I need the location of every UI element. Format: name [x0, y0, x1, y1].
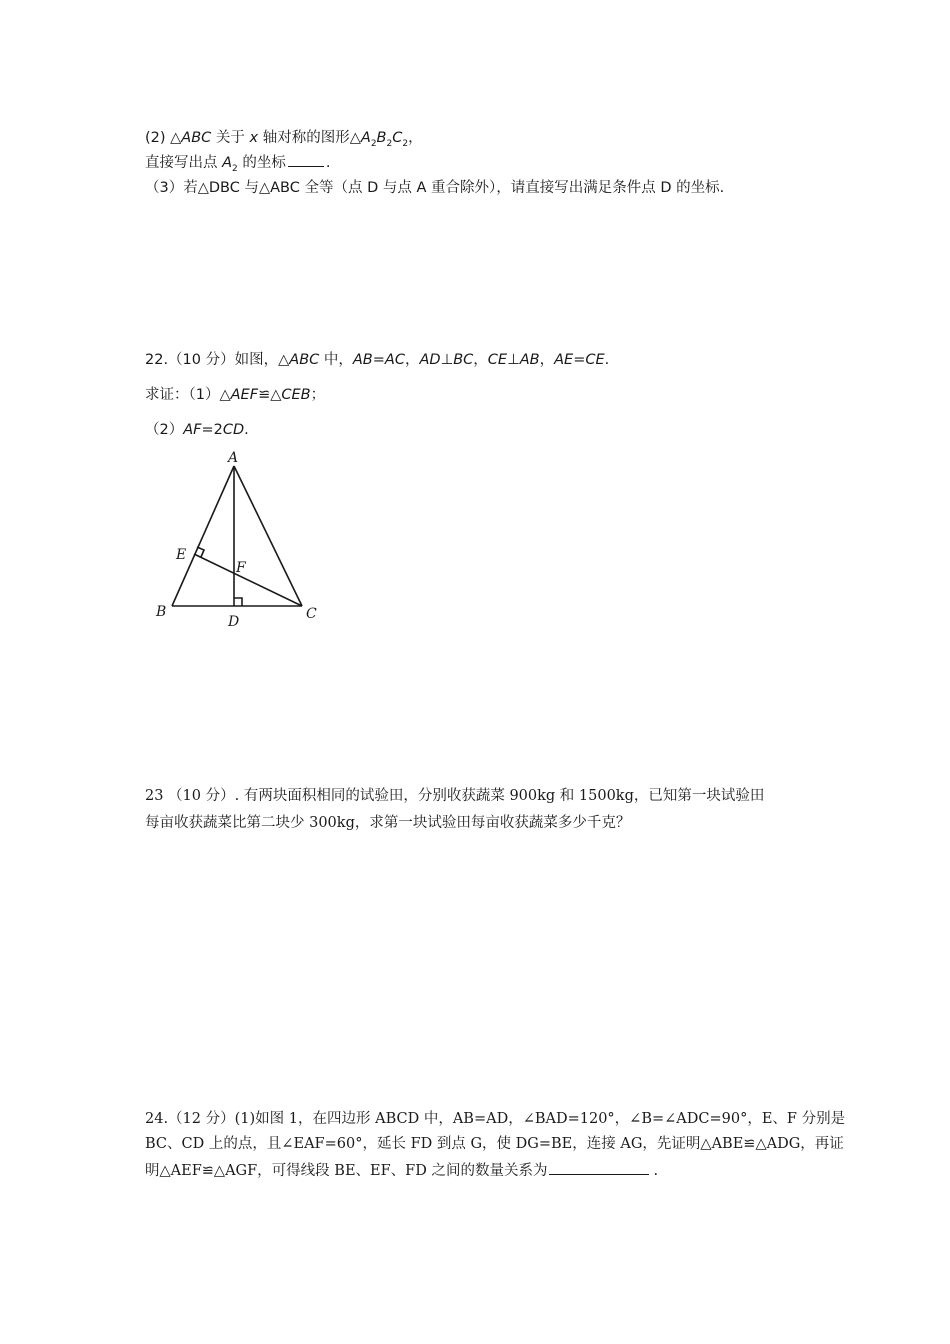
q22-head-perp1: ⊥	[440, 352, 454, 368]
q24-line3-end: .	[653, 1163, 659, 1179]
label-f: F	[236, 560, 246, 576]
q21-p2-B: B	[376, 130, 387, 146]
q21-part2-line	[145, 128, 423, 154]
q21-p2-A-sub: 2	[370, 138, 377, 149]
segment-ab	[172, 466, 234, 606]
q21-p2-end: ，	[408, 130, 423, 146]
label-d: D	[228, 614, 240, 630]
q22-head-ac: AC	[384, 352, 405, 368]
q22-head-ce2: CE	[585, 352, 605, 368]
q21-p2b-pre: 直接写出点	[145, 155, 223, 171]
q22-prove-cong: ≌△	[258, 387, 282, 403]
q22-prove-line	[145, 385, 325, 405]
q23-line2-text: 每亩收获蔬菜比第二块少 300kg，求第一块试验田每亩收获蔬菜多少千克？	[145, 815, 631, 831]
q23-line2	[145, 813, 630, 833]
q24-line2	[145, 1134, 844, 1154]
q22-head-ab2: AB	[519, 352, 540, 368]
q21-p2b-end: .	[325, 155, 331, 171]
q21-p2-C-sub: 2	[402, 138, 409, 149]
q23-line1	[145, 786, 764, 806]
q22-head-num: 22.（10 分）如图，△	[145, 352, 290, 368]
q22-head-eq2: =	[573, 352, 586, 368]
q21-p2-x: x	[249, 130, 259, 146]
q22-p2-eq: =2	[201, 422, 223, 438]
q22-part2-line	[145, 420, 249, 440]
q22-p2-cd: CD	[222, 422, 245, 438]
q23-line1-text: 23 （10 分）. 有两块面积相同的试验田，分别收获蔬菜 900kg 和 1500kg，已知第一块试验田	[145, 788, 765, 804]
q24-line3	[145, 1160, 658, 1181]
q22-head-ab: AB	[352, 352, 373, 368]
q22-head-eq1: =	[372, 352, 385, 368]
q22-p2-pre: （2）	[145, 422, 184, 438]
q24-line2-text: BC、CD 上的点，且∠EAF=60°，延长 FD 到点 G，使 DG=BE，连接 AG，先证明△ABE≌△ADG，再证	[145, 1136, 844, 1152]
q21-p2-C: C	[392, 130, 403, 146]
label-b: B	[156, 604, 167, 620]
q22-prove-end: ；	[310, 387, 326, 403]
q21-p2-tri: △ABC	[170, 130, 212, 146]
q22-prove-pre: 求证：（1）△	[145, 387, 231, 403]
q22-head-in: 中，	[319, 352, 353, 368]
q22-head-ad: AD	[419, 352, 441, 368]
q22-head-ae: AE	[554, 352, 574, 368]
q22-prove-aef: AEF	[230, 387, 259, 403]
q21-p2b-A: A	[222, 155, 233, 171]
q21-p2b-post: 的坐标	[237, 155, 286, 171]
label-e: E	[176, 547, 187, 563]
q24-line1-text: 24.（12 分）(1)如图 1，在四边形 ABCD 中，AB=AD，∠BAD=120°，∠B=∠ADC=90°，E、F 分别是	[145, 1111, 846, 1127]
q22-head-sep2: ，	[473, 352, 488, 368]
label-a: A	[228, 450, 239, 466]
q22-head-ce: CE	[487, 352, 508, 368]
q21-p2-B-sub: 2	[386, 138, 393, 149]
q21-p2-mid: 关于	[211, 130, 250, 146]
right-angle-mark-d	[234, 598, 242, 606]
q21-p2-num: (2)	[145, 130, 171, 146]
label-c: C	[306, 606, 317, 622]
q22-triangle-figure	[148, 446, 328, 632]
q21-p2-A: A	[360, 130, 371, 146]
q22-prove-ceb: CEB	[281, 387, 311, 403]
q24-line3-pre: 明△AEF≌△AGF，可得线段 BE、EF、FD 之间的数量关系为	[145, 1163, 548, 1179]
q21-part3-line	[145, 178, 724, 198]
q21-answer-blank[interactable]	[288, 152, 324, 167]
q22-head-end: .	[604, 352, 610, 368]
segment-ac	[234, 466, 302, 606]
q21-part2b-line	[145, 152, 330, 179]
q22-head-perp2: ⊥	[507, 352, 520, 368]
q22-heading	[145, 350, 609, 370]
q24-answer-blank[interactable]	[549, 1160, 649, 1175]
q22-head-sep1: ，	[404, 352, 420, 368]
q22-p2-af: AF	[183, 422, 202, 438]
q22-head-sep3: ，	[539, 352, 555, 368]
q21-p3-text: （3）若△DBC 与△ABC 全等（点 D 与点 A 重合除外），请直接写出满足条件点 D 的坐标.	[145, 180, 725, 196]
q21-p2-after: 轴对称的图形△	[258, 130, 361, 146]
q22-head-abc: ABC	[289, 352, 320, 368]
segment-ce	[194, 554, 302, 606]
q22-head-bc: BC	[453, 352, 474, 368]
q24-line1	[145, 1109, 845, 1129]
q22-p2-end: .	[244, 422, 249, 438]
q21-p2b-A-sub: 2	[232, 163, 238, 174]
